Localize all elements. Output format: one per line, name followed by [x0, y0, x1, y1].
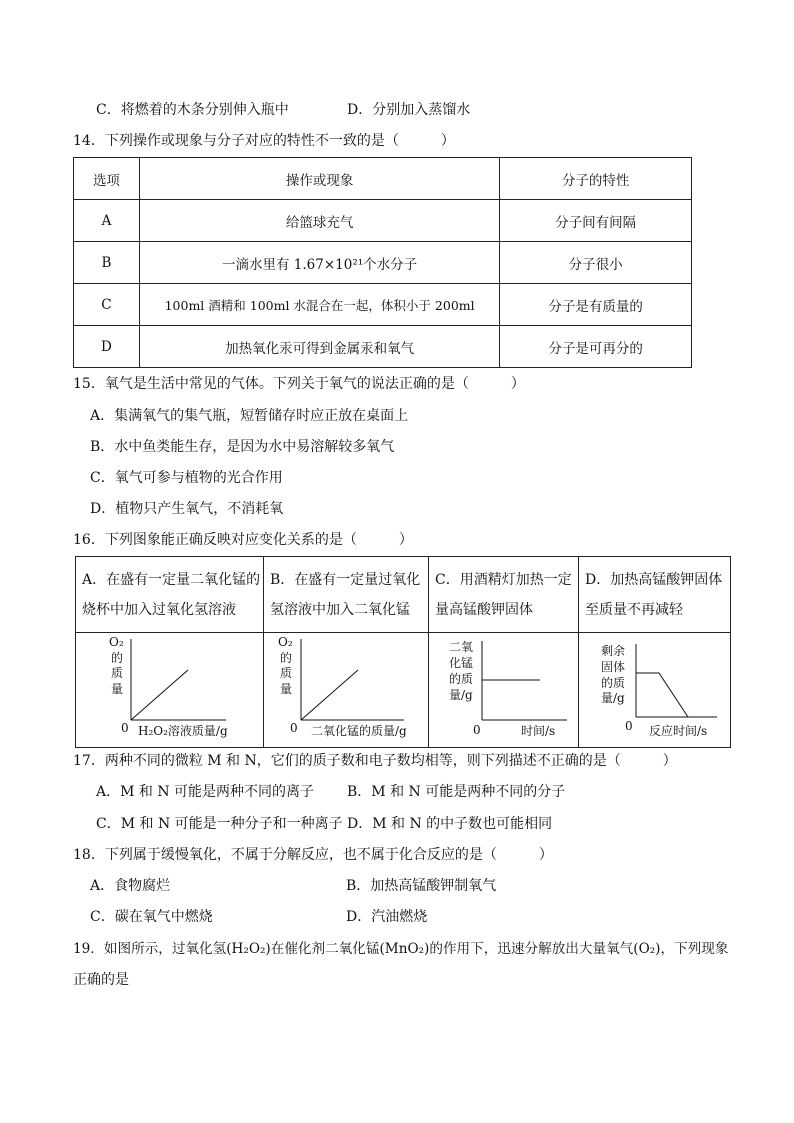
q16-option-d: D．加热高锰酸钾固体至质量不再减轻: [585, 572, 723, 618]
q18-option-c: C．碳在氧气中燃烧: [90, 909, 213, 925]
graph-c-y-label-2: 化锰: [449, 656, 474, 670]
graph-c-origin: 0: [473, 723, 481, 737]
table-cell: 分子是有质量的: [500, 284, 692, 326]
graph-a-origin: 0: [121, 721, 129, 735]
q16-cell-a: [76, 557, 264, 747]
q15-option-d: D．植物只产生氧气，不消耗氧: [90, 501, 284, 517]
graph-b-y-label-1: O₂: [278, 635, 293, 649]
q16-cell-d: [579, 557, 730, 747]
table-cell: 分子是可再分的: [500, 326, 692, 368]
graph-c-y-label-4: 量/g: [449, 688, 473, 702]
q14-table: [73, 157, 692, 368]
q16-cell-b: [264, 557, 429, 747]
q15-option-a: A．集满氧气的集气瓶，短暂储存时应正放在桌面上: [90, 408, 409, 424]
table-header-cell: 选项: [74, 158, 140, 200]
graph-a-x-label: H₂O₂溶液质量/g: [138, 724, 228, 738]
table-cell: D: [74, 326, 140, 368]
graph-c-x-label: 时间/s: [521, 724, 556, 738]
graph-d-x-label: 反应时间/s: [649, 724, 708, 738]
table-cell: B: [74, 242, 140, 284]
table-cell: C: [74, 284, 140, 326]
q13-option-d: D．分别加入蒸馏水: [347, 102, 471, 118]
graph-c-y-label-3: 的质: [449, 672, 474, 686]
q15-stem: 15．氧气是生活中常见的气体。下列关于氧气的说法正确的是（ ）: [73, 376, 525, 392]
graph-b-x-label: 二氧化锰的质量/g: [311, 724, 407, 738]
q19-stem-line-2: 正确的是: [73, 972, 129, 988]
q13-option-c: C．将燃着的木条分别伸入瓶中: [96, 102, 289, 118]
q17-option-d: D．M 和 N 的中子数也可能相同: [347, 816, 553, 832]
table-cell: 分子很小: [500, 242, 692, 284]
q18-option-b: B．加热高锰酸钾制氧气: [346, 878, 497, 894]
graph-a-curve: [131, 670, 188, 720]
graph-d-y-label-1: 剩余: [601, 644, 626, 658]
q18-option-a: A．食物腐烂: [90, 878, 171, 894]
graph-b-origin: 0: [290, 721, 298, 735]
q18-stem: 18．下列属于缓慢氧化，不属于分解反应，也不属于化合反应的是（ ）: [73, 847, 553, 863]
graph-a-y-label-4: 量: [111, 682, 124, 696]
q16-option-a: A．在盛有一定量二氧化锰的烧杯中加入过氧化氢溶液: [82, 572, 261, 618]
q16-option-b: B．在盛有一定量过氧化氢溶液中加入二氧化锰: [270, 572, 421, 618]
graph-d: [579, 557, 730, 747]
table-cell: 分子间有间隔: [500, 200, 692, 242]
table-cell: 一滴水里有 1.67×10²¹个水分子: [139, 242, 499, 284]
table-header-row: [74, 158, 692, 200]
table-row: [74, 242, 692, 284]
table-header-cell: 操作或现象: [139, 158, 499, 200]
graph-a-y-label-2: 的: [111, 651, 124, 665]
q18-option-d: D．汽油燃烧: [346, 909, 428, 925]
q14-stem: 14．下列操作或现象与分子对应的特性不一致的是（ ）: [73, 133, 455, 149]
graph-d-origin: 0: [625, 719, 633, 733]
graph-c-y-label-1: 二氧: [449, 640, 474, 654]
graph-d-curve: [636, 673, 688, 717]
graph-c: [429, 557, 579, 747]
table-cell: A: [74, 200, 140, 242]
table-cell: 加热氧化汞可得到金属汞和氧气: [139, 326, 499, 368]
table-cell: 给篮球充气: [139, 200, 499, 242]
graph-b-y-label-3: 质: [280, 666, 293, 680]
table-row: [74, 284, 692, 326]
q17-option-a: A．M 和 N 可能是两种不同的离子: [96, 784, 315, 800]
q16-stem: 16．下列图象能正确反映对应变化关系的是（ ）: [73, 532, 413, 548]
table-header-cell: 分子的特性: [500, 158, 692, 200]
graph-d-y-label-4: 量/g: [601, 691, 625, 705]
table-cell: 100ml 酒精和 100ml 水混合在一起，体积小于 200ml: [139, 284, 499, 326]
q15-option-c: C．氧气可参与植物的光合作用: [90, 470, 283, 486]
graph-b: [264, 557, 429, 747]
graph-a: [76, 557, 264, 747]
graph-b-y-label-4: 量: [280, 682, 293, 696]
q16-option-c: C．用酒精灯加热一定量高锰酸钾固体: [435, 572, 572, 618]
graph-d-y-label-2: 固体: [601, 660, 626, 674]
q16-table: [75, 556, 731, 748]
table-row: [74, 326, 692, 368]
graph-b-y-label-2: 的: [280, 651, 293, 665]
q17-stem: 17．两种不同的微粒 M 和 N，它们的质子数和电子数均相等，则下列描述不正确的是（ ）: [73, 753, 677, 769]
graph-a-y-label-1: O₂: [109, 635, 124, 649]
q15-option-b: B．水中鱼类能生存，是因为水中易溶解较多氧气: [90, 439, 395, 455]
table-row: [74, 200, 692, 242]
graph-a-y-label-3: 质: [111, 666, 124, 680]
graph-d-y-label-3: 的质: [601, 676, 626, 690]
q17-option-c: C．M 和 N 可能是一种分子和一种离子: [96, 816, 343, 832]
graph-b-curve: [301, 670, 358, 720]
q17-option-b: B．M 和 N 可能是两种不同的分子: [347, 784, 566, 800]
q16-cell-c: [429, 557, 579, 747]
q19-stem-line-1: 19．如图所示，过氧化氢(H₂O₂)在催化剂二氧化锰(MnO₂)的作用下，迅速分解放出大量氧气(O₂)，下列现象: [73, 941, 729, 957]
